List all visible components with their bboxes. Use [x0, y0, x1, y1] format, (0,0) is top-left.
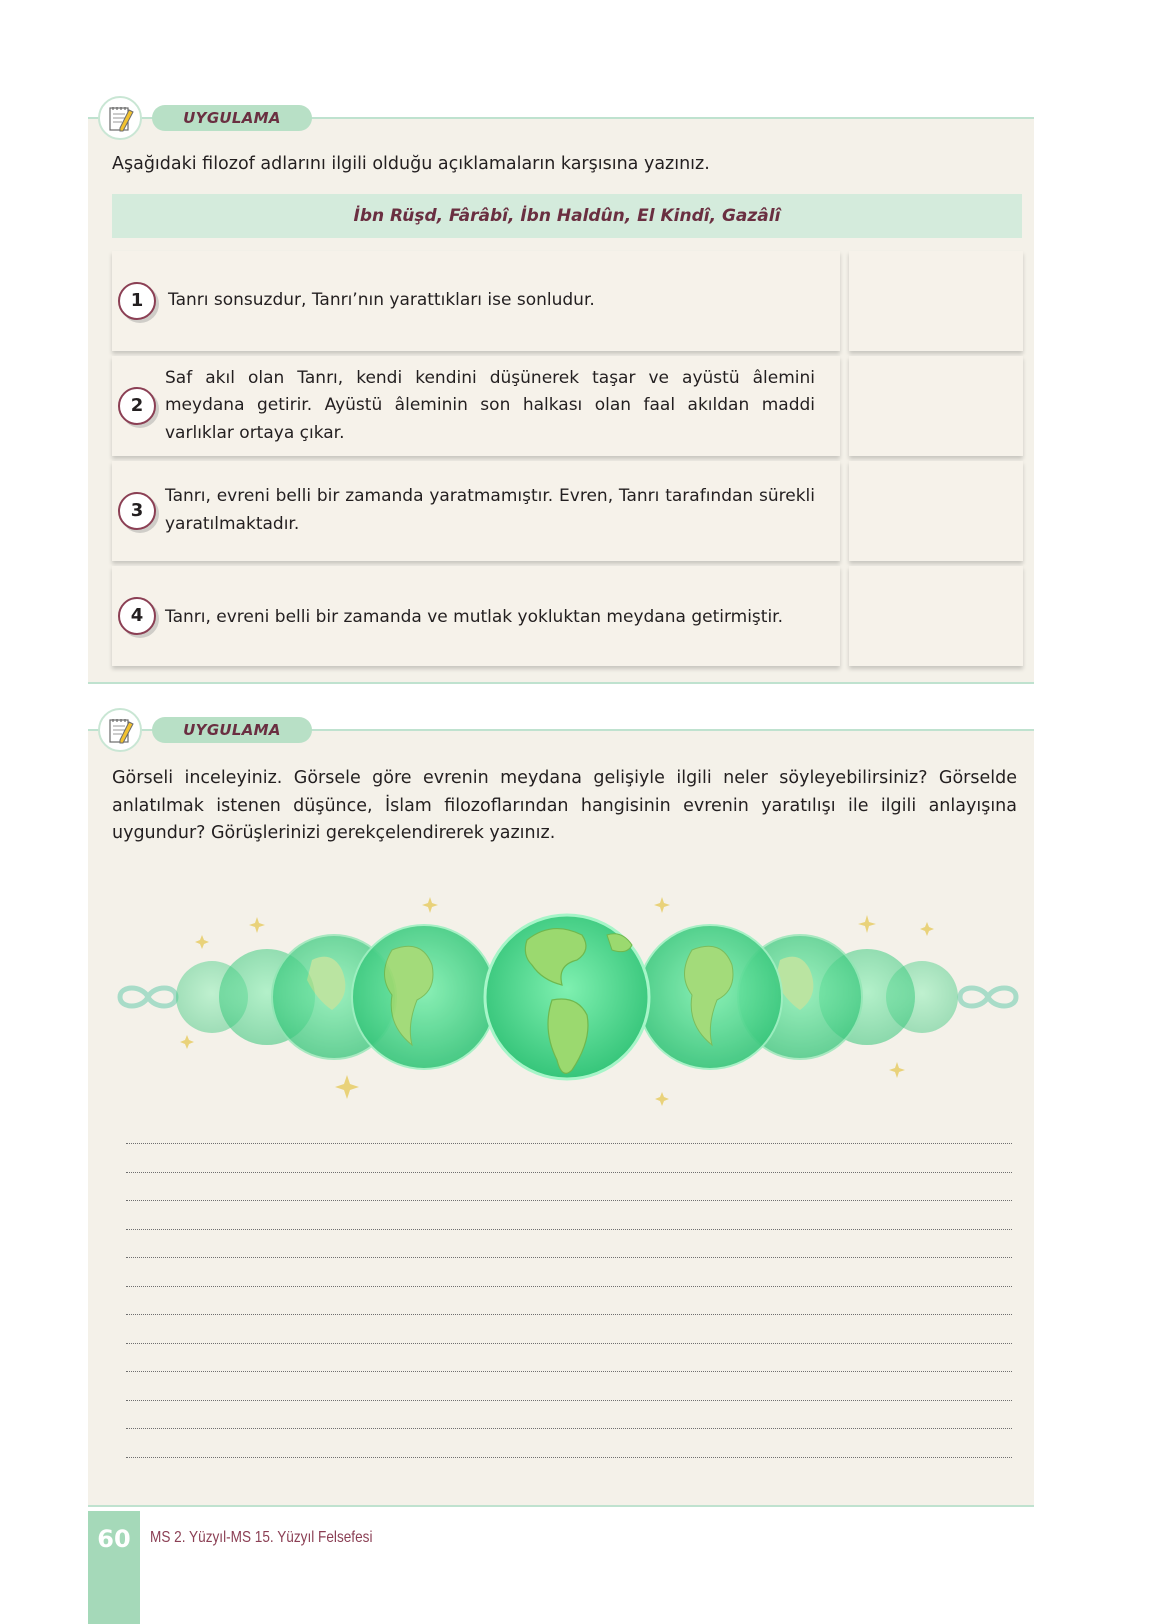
globe-icon	[485, 915, 649, 1079]
statement-text: Tanrı, evreni belli bir zamanda ve mutlak yokluktan meydana getirmiştir.	[165, 607, 784, 627]
answer-box-1[interactable]	[849, 251, 1023, 351]
uygulama-badge: UYGULAMA	[152, 717, 312, 743]
writing-line[interactable]	[126, 1143, 1012, 1144]
writing-line[interactable]	[126, 1172, 1012, 1173]
statement-text: Tanrı, evreni belli bir zamanda yaratmamıştır. Evren, Tanrı tarafından sürekli yaratılmaktadır.	[165, 486, 815, 534]
writing-line[interactable]	[126, 1400, 1012, 1401]
writing-line[interactable]	[126, 1286, 1012, 1287]
item-number-badge: 1	[118, 282, 156, 320]
writing-line[interactable]	[126, 1229, 1012, 1230]
instruction-text: Görseli inceleyiniz. Görsele göre evrenin meydana gelişiyle ilgili neler söyleyebilirsiniz? Görselde anlatılmak istenen düşünce, İslam filozoflarından hangisinin evrenin yaratılışı ile ilgili anlayışına uygundur? Görüşlerinizi gerekçelendirerek yazınız.	[112, 768, 1017, 843]
notepad-pencil-icon	[98, 96, 142, 140]
statement-row-4	[112, 566, 840, 666]
instruction-text: Aşağıdaki filozof adlarını ilgili olduğu açıklamaların karşısına yazınız.	[112, 154, 710, 174]
writing-line[interactable]	[126, 1257, 1012, 1258]
statement-row-2	[112, 356, 840, 456]
item-number-badge: 2	[118, 387, 156, 425]
notepad-pencil-icon	[98, 708, 142, 752]
uygulama-badge: UYGULAMA	[152, 105, 312, 131]
statement-row-1	[112, 251, 840, 351]
infinity-icon	[960, 988, 1016, 1006]
answer-box-4[interactable]	[849, 566, 1023, 666]
writing-line[interactable]	[126, 1314, 1012, 1315]
writing-line[interactable]	[126, 1457, 1012, 1458]
writing-line[interactable]	[126, 1200, 1012, 1201]
answer-box-3[interactable]	[849, 461, 1023, 561]
item-number-badge: 3	[118, 492, 156, 530]
infinity-icon	[120, 988, 176, 1006]
answer-box-2[interactable]	[849, 356, 1023, 456]
writing-line[interactable]	[126, 1343, 1012, 1344]
statement-text: Saf akıl olan Tanrı, kendi kendini düşünerek taşar ve ayüstü âlemini meydana getirir. Ayüstü âleminin son halkası olan faal akıldan maddi varlıklar ortaya çıkar.	[165, 367, 815, 443]
item-number-badge: 4	[118, 597, 156, 635]
infinite-globes-illustration	[112, 880, 1022, 1112]
running-title: MS 2. Yüzyıl-MS 15. Yüzyıl Felsefesi	[150, 1529, 373, 1546]
writing-line[interactable]	[126, 1371, 1012, 1372]
page-number: 60	[97, 1525, 131, 1553]
statement-row-3	[112, 461, 840, 561]
writing-line[interactable]	[126, 1428, 1012, 1429]
statement-text: Tanrı sonsuzdur, Tanrı’nın yarattıkları ise sonludur.	[168, 290, 595, 311]
philosopher-names-bar: İbn Rüşd, Fârâbî, İbn Haldûn, El Kindî, Gazâlî	[112, 194, 1022, 238]
